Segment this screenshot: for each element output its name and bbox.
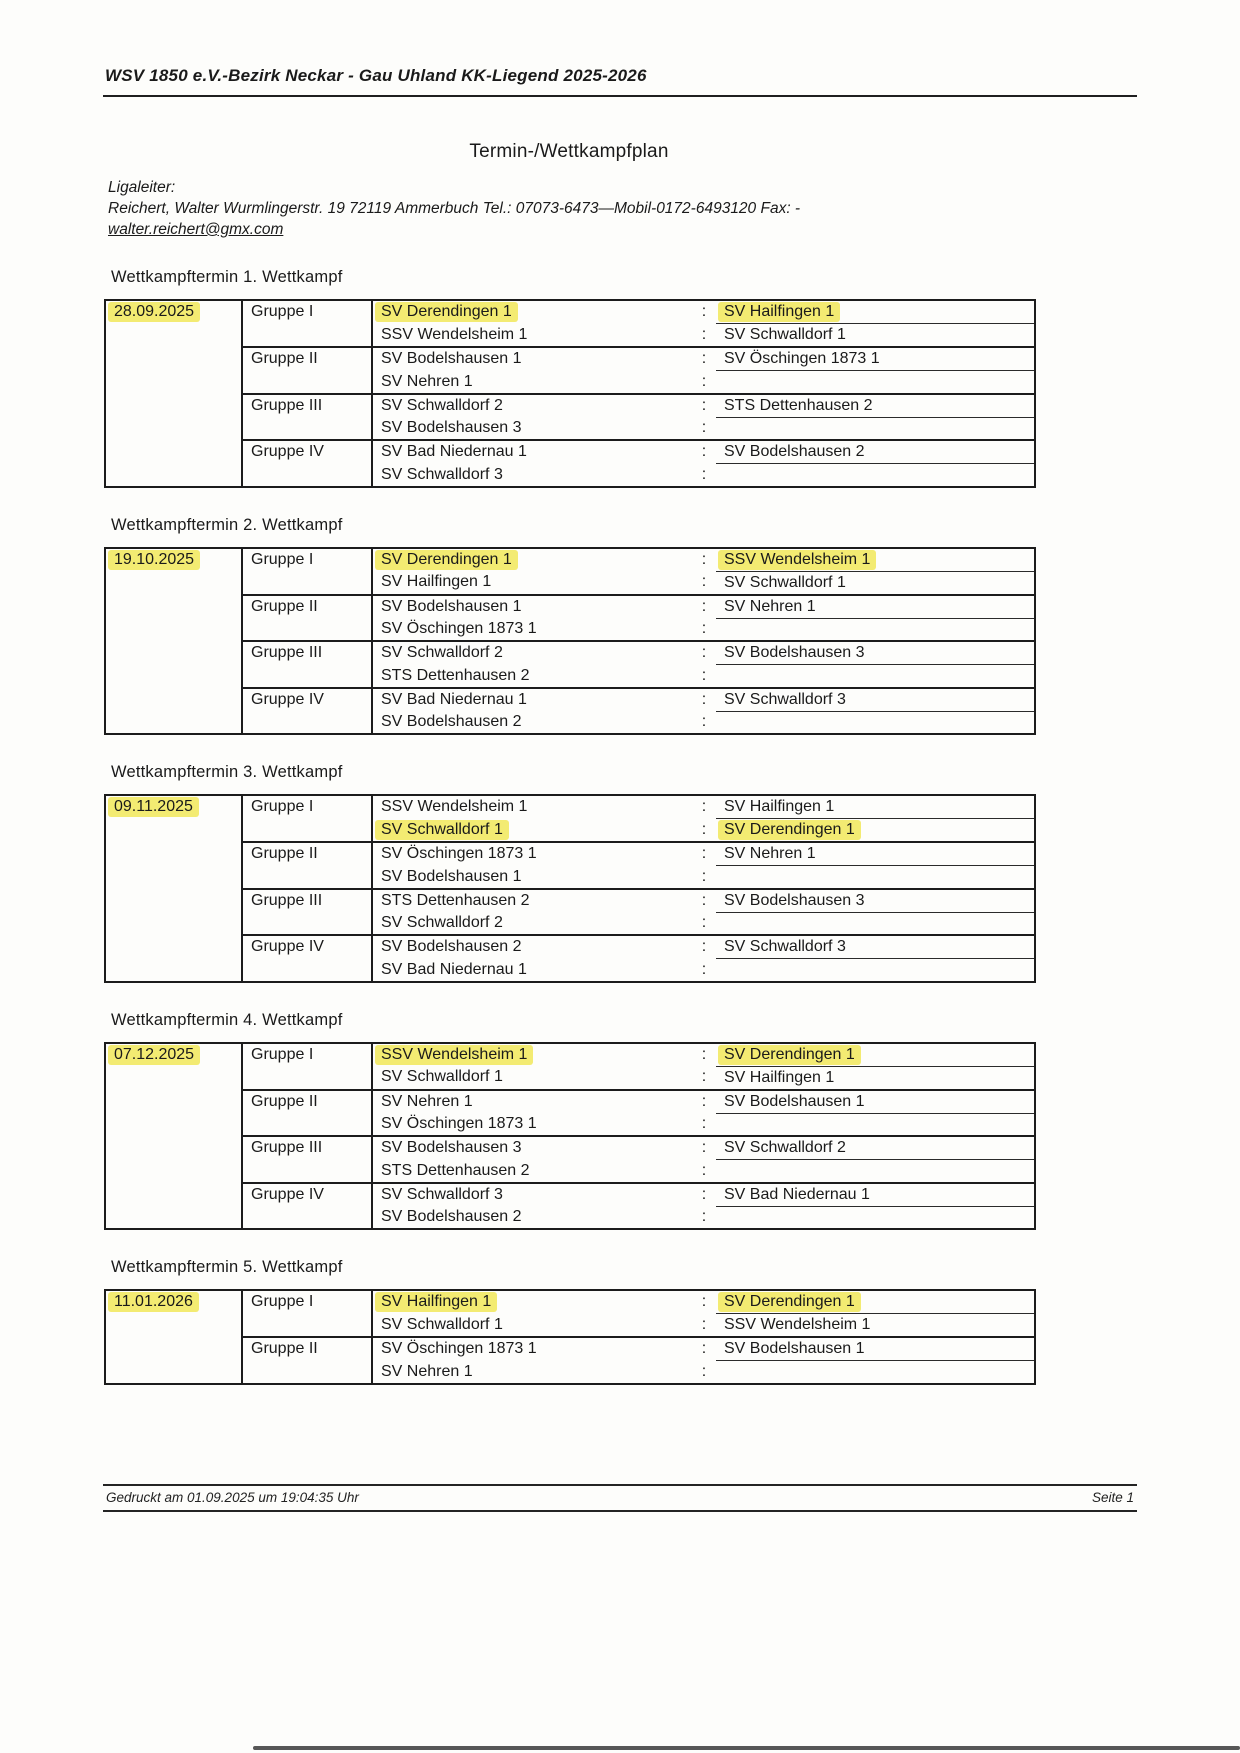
away-team xyxy=(716,1337,1035,1361)
away-team xyxy=(716,1206,1035,1229)
colon-separator: : xyxy=(701,713,707,730)
ligaleiter-block xyxy=(103,177,1137,240)
section-heading: Wettkampftermin 5. Wettkampf xyxy=(111,1258,343,1276)
away-team-name: SV Derendingen 1 xyxy=(718,1292,861,1312)
home-team xyxy=(372,935,692,959)
away-team-name: STS Dettenhausen 2 xyxy=(724,396,873,414)
home-team-name: SV Nehren 1 xyxy=(381,1362,473,1380)
home-team-name: SV Öschingen 1873 1 xyxy=(381,1340,537,1357)
away-team xyxy=(716,440,1035,464)
home-team xyxy=(372,1160,692,1183)
colon-separator: : xyxy=(692,1337,716,1361)
colon-separator: : xyxy=(701,1045,707,1063)
away-team xyxy=(716,819,1035,843)
wettkampf-section xyxy=(103,268,1137,488)
colon-separator: : xyxy=(701,419,707,436)
schedule-table xyxy=(104,547,1036,736)
header-rule xyxy=(103,95,1137,97)
home-team-name: SV Schwalldorf 3 xyxy=(381,465,503,483)
ligaleiter-address: Reichert, Walter Wurmlingerstr. 19 72119 Ammerbuch Tel.: 07073-6473—Mobil-0172-6493120 Fax: - xyxy=(108,200,801,217)
colon-separator: : xyxy=(701,1315,707,1333)
away-team-name: SV Derendingen 1 xyxy=(718,1045,861,1065)
ligaleiter-email: walter.reichert@gmx.com xyxy=(108,221,284,238)
home-team xyxy=(372,1314,692,1338)
wettkampf-section xyxy=(103,1011,1137,1231)
group-label: Gruppe I xyxy=(242,1290,372,1337)
colon-separator: : xyxy=(701,325,707,343)
away-team xyxy=(716,795,1035,819)
away-team xyxy=(716,1183,1035,1207)
colon-separator: : xyxy=(701,1362,707,1380)
away-team-name: SSV Wendelsheim 1 xyxy=(718,550,876,570)
colon-separator: : xyxy=(692,347,716,371)
wettkampf-section xyxy=(103,516,1137,736)
page-title: Termin-/Wettkampfplan xyxy=(469,141,669,162)
page-number: Seite 1 xyxy=(1091,1490,1134,1505)
home-team-name: SV Schwalldorf 1 xyxy=(381,1315,503,1333)
home-team-name: SV Öschingen 1873 1 xyxy=(381,845,537,862)
match-row xyxy=(105,1090,1035,1114)
away-team xyxy=(716,1113,1035,1136)
home-team xyxy=(372,959,692,982)
home-team-name: SV Nehren 1 xyxy=(381,372,473,390)
home-team-name: SV Bodelshausen 3 xyxy=(381,419,522,436)
colon-separator: : xyxy=(692,641,716,665)
match-row xyxy=(105,595,1035,619)
home-team-name: SV Bodelshausen 2 xyxy=(381,1208,522,1225)
match-row xyxy=(105,889,1035,913)
away-team xyxy=(716,711,1035,734)
home-team xyxy=(372,866,692,889)
home-team xyxy=(372,300,692,324)
home-team xyxy=(372,711,692,734)
home-team xyxy=(372,464,692,487)
away-team xyxy=(716,595,1035,619)
home-team-name: STS Dettenhausen 2 xyxy=(381,891,530,909)
away-team-name: SV Nehren 1 xyxy=(724,597,816,615)
match-row xyxy=(105,641,1035,665)
away-team-name: SV Öschingen 1873 1 xyxy=(724,350,880,367)
colon-separator: : xyxy=(701,303,707,320)
away-team-name: SV Schwalldorf 2 xyxy=(724,1139,846,1156)
colon-separator: : xyxy=(701,1068,707,1085)
home-team xyxy=(372,889,692,913)
wettkampf-section xyxy=(103,763,1137,983)
colon-separator: : xyxy=(701,867,707,885)
colon-separator: : xyxy=(701,372,707,390)
colon-separator: : xyxy=(692,935,716,959)
match-row xyxy=(105,548,1035,572)
colon-separator: : xyxy=(701,798,707,815)
away-team xyxy=(716,889,1035,913)
match-row xyxy=(105,1337,1035,1361)
colon-separator: : xyxy=(701,1115,707,1132)
schedule-table xyxy=(104,299,1036,488)
home-team-name: SV Schwalldorf 2 xyxy=(381,396,503,414)
away-team-name: SV Hailfingen 1 xyxy=(724,1068,835,1086)
away-team-name: SV Bodelshausen 3 xyxy=(724,891,865,909)
home-team-name: SV Bodelshausen 2 xyxy=(381,938,522,955)
away-team-name: SV Schwalldorf 1 xyxy=(724,573,846,591)
home-team-name: SV Schwalldorf 2 xyxy=(381,914,503,931)
colon-separator: : xyxy=(692,440,716,464)
match-date: 19.10.2025 xyxy=(108,550,200,570)
scan-artifact xyxy=(253,1746,1240,1750)
away-team-name: SV Schwalldorf 1 xyxy=(724,326,846,343)
away-team-name: SV Schwalldorf 3 xyxy=(724,938,846,955)
colon-separator: : xyxy=(692,1183,716,1207)
group-label: Gruppe II xyxy=(242,347,372,394)
colon-separator: : xyxy=(692,1090,716,1114)
section-heading: Wettkampftermin 3. Wettkampf xyxy=(111,763,343,781)
home-team-name: SV Hailfingen 1 xyxy=(375,1292,497,1312)
away-team xyxy=(716,1290,1035,1314)
match-row xyxy=(105,394,1035,418)
group-label: Gruppe II xyxy=(242,1090,372,1137)
home-team-name: SV Schwalldorf 1 xyxy=(375,820,509,840)
away-team xyxy=(716,688,1035,712)
group-label: Gruppe III xyxy=(242,641,372,688)
away-team xyxy=(716,1043,1035,1067)
date-cell xyxy=(105,795,242,982)
away-team xyxy=(716,548,1035,572)
date-cell xyxy=(105,548,242,735)
section-heading: Wettkampftermin 2. Wettkampf xyxy=(111,515,343,534)
colon-separator: : xyxy=(701,820,707,838)
colon-separator: : xyxy=(692,1136,716,1160)
group-label: Gruppe II xyxy=(242,1337,372,1384)
away-team xyxy=(716,300,1035,324)
group-label: Gruppe I xyxy=(242,1043,372,1090)
group-label: Gruppe III xyxy=(242,394,372,441)
away-team-name: SV Bodelshausen 3 xyxy=(724,644,865,661)
match-row xyxy=(105,347,1035,371)
away-team-name: SSV Wendelsheim 1 xyxy=(724,1316,871,1333)
home-team-name: SV Öschingen 1873 1 xyxy=(381,1115,537,1132)
section-heading: Wettkampftermin 4. Wettkampf xyxy=(111,1010,343,1029)
match-row xyxy=(105,1183,1035,1207)
group-label: Gruppe IV xyxy=(242,440,372,487)
home-team xyxy=(372,371,692,394)
home-team xyxy=(372,795,692,819)
away-team xyxy=(716,1160,1035,1183)
away-team xyxy=(716,641,1035,665)
home-team xyxy=(372,1136,692,1160)
match-date: 11.01.2026 xyxy=(108,1292,199,1312)
match-row xyxy=(105,1136,1035,1160)
colon-separator: : xyxy=(701,620,707,637)
home-team xyxy=(372,394,692,418)
home-team-name: SV Bodelshausen 3 xyxy=(381,1139,522,1156)
home-team-name: SV Bad Niedernau 1 xyxy=(381,690,527,708)
away-team xyxy=(716,618,1035,641)
away-team xyxy=(716,417,1035,440)
group-label: Gruppe IV xyxy=(242,1183,372,1230)
wettkampf-section xyxy=(103,1258,1137,1385)
colon-separator: : xyxy=(692,688,716,712)
away-team xyxy=(716,347,1035,371)
match-row xyxy=(105,795,1035,819)
home-team xyxy=(372,1183,692,1207)
away-team-name: SV Derendingen 1 xyxy=(718,820,861,840)
home-team-name: SSV Wendelsheim 1 xyxy=(375,1045,533,1065)
home-team xyxy=(372,324,692,348)
section-heading: Wettkampftermin 1. Wettkampf xyxy=(111,268,343,286)
match-date: 07.12.2025 xyxy=(108,1045,200,1065)
home-team xyxy=(372,641,692,665)
colon-separator: : xyxy=(701,550,707,568)
away-team-name: SV Hailfingen 1 xyxy=(718,302,840,322)
schedule-table xyxy=(104,1289,1036,1385)
colon-separator: : xyxy=(692,889,716,913)
away-team xyxy=(716,1314,1035,1338)
home-team xyxy=(372,347,692,371)
colon-separator: : xyxy=(701,960,707,978)
match-date: 09.11.2025 xyxy=(108,797,199,817)
date-cell xyxy=(105,1290,242,1384)
away-team xyxy=(716,1090,1035,1114)
match-row xyxy=(105,440,1035,464)
page-footer xyxy=(103,1484,1137,1512)
home-team-name: SSV Wendelsheim 1 xyxy=(381,798,528,815)
schedule-table xyxy=(104,794,1036,983)
group-label: Gruppe I xyxy=(242,300,372,347)
home-team xyxy=(372,440,692,464)
colon-separator: : xyxy=(701,465,707,483)
colon-separator: : xyxy=(692,394,716,418)
group-label: Gruppe IV xyxy=(242,688,372,735)
home-team xyxy=(372,912,692,935)
home-team xyxy=(372,819,692,843)
away-team xyxy=(716,1136,1035,1160)
home-team xyxy=(372,1206,692,1229)
home-team-name: SV Hailfingen 1 xyxy=(381,573,492,590)
home-team xyxy=(372,1043,692,1067)
away-team xyxy=(716,394,1035,418)
home-team-name: SV Öschingen 1873 1 xyxy=(381,620,537,637)
home-team xyxy=(372,417,692,440)
away-team-name: SV Bodelshausen 1 xyxy=(724,1092,865,1110)
schedule-table xyxy=(104,1042,1036,1231)
colon-separator: : xyxy=(701,666,707,684)
away-team xyxy=(716,1361,1035,1384)
date-cell xyxy=(105,1043,242,1230)
away-team xyxy=(716,1066,1035,1090)
home-team-name: SV Bodelshausen 2 xyxy=(381,713,522,730)
home-team-name: SV Derendingen 1 xyxy=(375,550,518,570)
colon-separator: : xyxy=(701,1293,707,1310)
away-team xyxy=(716,371,1035,394)
home-team xyxy=(372,842,692,866)
colon-separator: : xyxy=(692,842,716,866)
group-label: Gruppe I xyxy=(242,548,372,595)
colon-separator: : xyxy=(692,595,716,619)
away-team xyxy=(716,665,1035,688)
print-info: Gedruckt am 01.09.2025 um 19:04:35 Uhr xyxy=(106,1490,359,1505)
colon-separator: : xyxy=(701,914,707,931)
colon-separator: : xyxy=(701,1208,707,1225)
match-row xyxy=(105,1043,1035,1067)
document-header: WSV 1850 e.V.-Bezirk Neckar - Gau Uhland KK-Liegend 2025-2026 xyxy=(105,66,647,85)
group-label: Gruppe III xyxy=(242,1136,372,1183)
group-label: Gruppe III xyxy=(242,889,372,936)
home-team xyxy=(372,1337,692,1361)
away-team xyxy=(716,842,1035,866)
home-team-name: SV Derendingen 1 xyxy=(375,302,518,322)
away-team-name: SV Bad Niedernau 1 xyxy=(724,1185,870,1203)
away-team xyxy=(716,464,1035,487)
away-team-name: SV Bodelshausen 1 xyxy=(724,1340,865,1357)
home-team-name: SV Bad Niedernau 1 xyxy=(381,960,527,978)
match-row xyxy=(105,1290,1035,1314)
home-team xyxy=(372,618,692,641)
home-team-name: SV Schwalldorf 1 xyxy=(381,1068,503,1085)
home-team-name: STS Dettenhausen 2 xyxy=(381,666,530,684)
match-row xyxy=(105,935,1035,959)
home-team-name: SV Schwalldorf 2 xyxy=(381,644,503,661)
colon-separator: : xyxy=(701,573,707,590)
home-team-name: SV Schwalldorf 3 xyxy=(381,1185,503,1203)
home-team-name: SSV Wendelsheim 1 xyxy=(381,325,528,343)
home-team-name: SV Bodelshausen 1 xyxy=(381,867,522,885)
sections-container xyxy=(103,268,1137,1385)
away-team-name: SV Hailfingen 1 xyxy=(724,798,835,815)
home-team-name: SV Bad Niedernau 1 xyxy=(381,443,527,460)
date-cell xyxy=(105,300,242,487)
home-team xyxy=(372,1090,692,1114)
home-team xyxy=(372,548,692,572)
home-team-name: SV Bodelshausen 1 xyxy=(381,350,522,367)
match-row xyxy=(105,300,1035,324)
match-date: 28.09.2025 xyxy=(108,302,200,322)
home-team-name: SV Bodelshausen 1 xyxy=(381,597,522,615)
group-label: Gruppe II xyxy=(242,595,372,642)
home-team xyxy=(372,665,692,688)
match-row xyxy=(105,688,1035,712)
ligaleiter-label: Ligaleiter: xyxy=(108,179,176,196)
colon-separator: : xyxy=(701,1161,707,1179)
away-team-name: SV Bodelshausen 2 xyxy=(724,443,865,460)
away-team xyxy=(716,959,1035,982)
home-team-name: STS Dettenhausen 2 xyxy=(381,1161,530,1179)
away-team-name: SV Nehren 1 xyxy=(724,845,816,862)
away-team xyxy=(716,571,1035,595)
home-team xyxy=(372,1361,692,1384)
match-row xyxy=(105,842,1035,866)
home-team xyxy=(372,688,692,712)
home-team xyxy=(372,571,692,595)
group-label: Gruppe II xyxy=(242,842,372,889)
home-team xyxy=(372,595,692,619)
home-team xyxy=(372,1113,692,1136)
group-label: Gruppe IV xyxy=(242,935,372,982)
away-team xyxy=(716,324,1035,348)
away-team xyxy=(716,866,1035,889)
group-label: Gruppe I xyxy=(242,795,372,842)
away-team xyxy=(716,912,1035,935)
home-team xyxy=(372,1290,692,1314)
away-team-name: SV Schwalldorf 3 xyxy=(724,690,846,708)
home-team-name: SV Nehren 1 xyxy=(381,1092,473,1110)
away-team xyxy=(716,935,1035,959)
home-team xyxy=(372,1066,692,1090)
